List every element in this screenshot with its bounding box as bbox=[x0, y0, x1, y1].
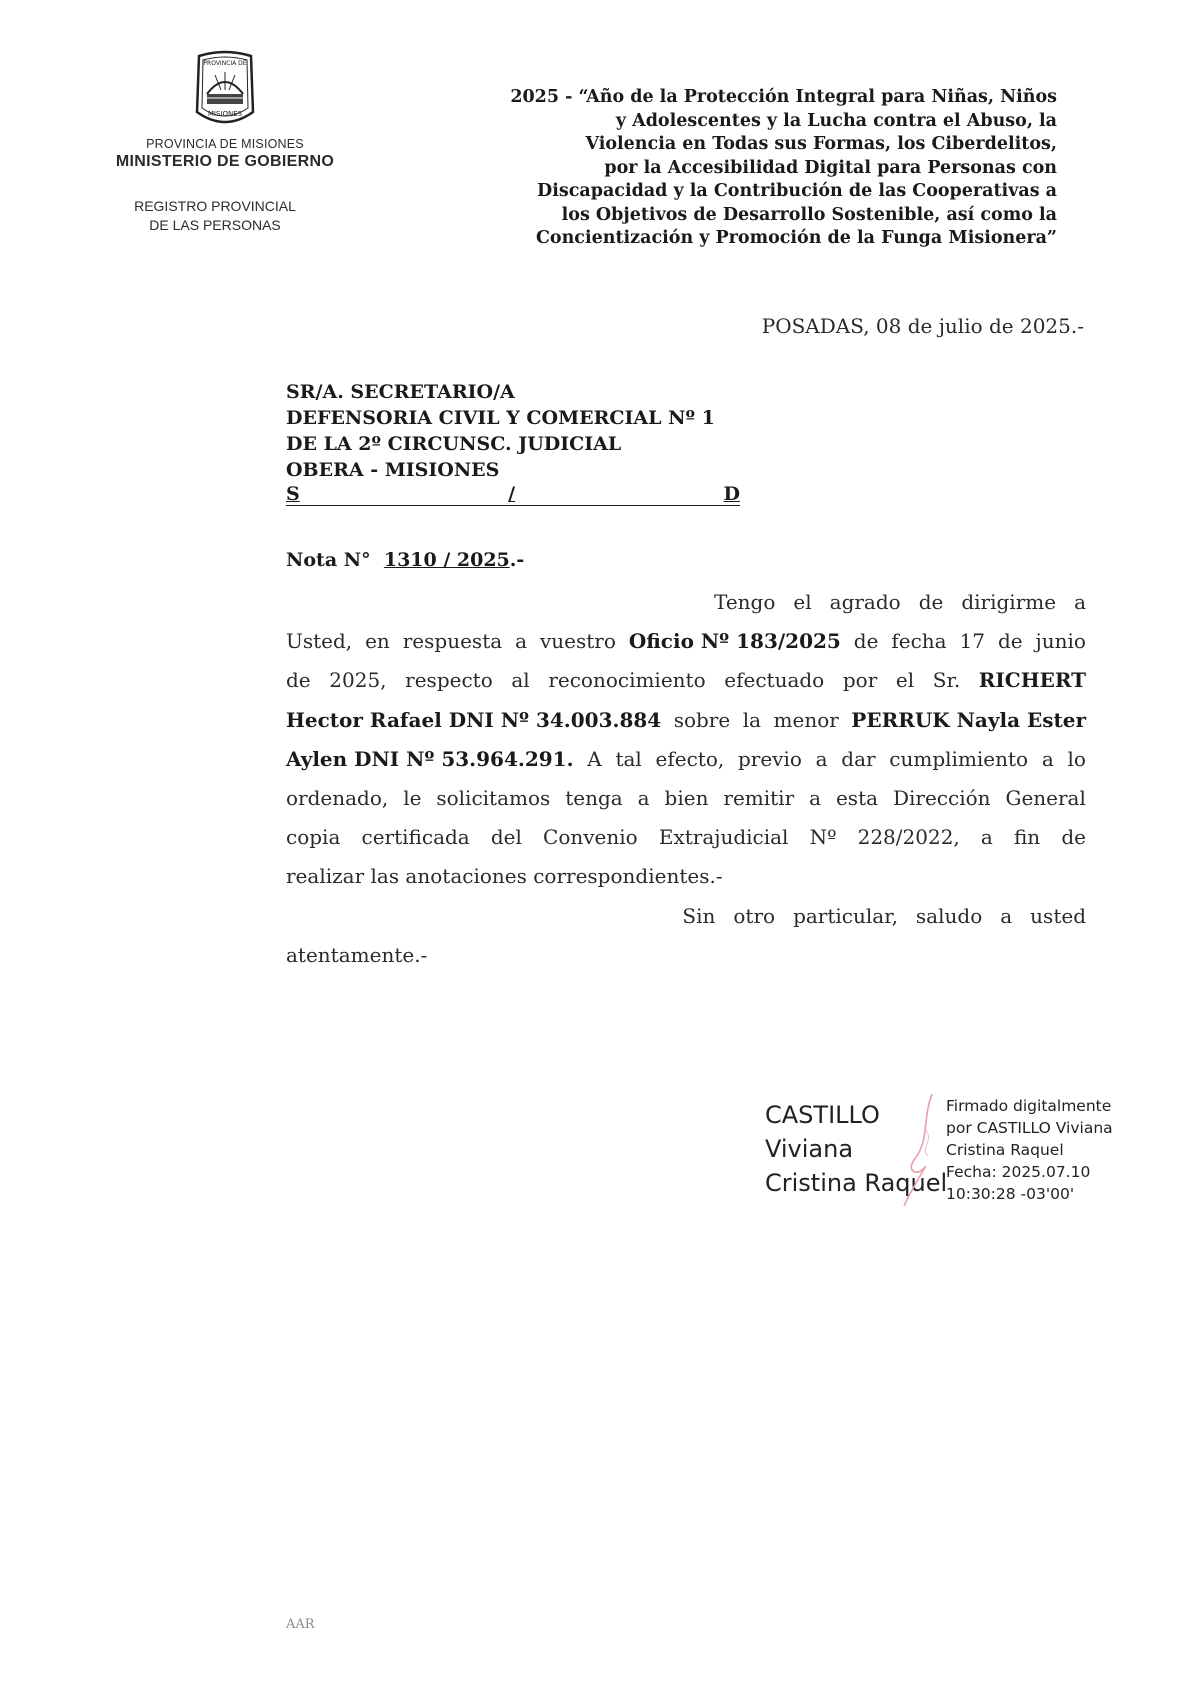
word: fecha bbox=[891, 629, 947, 654]
word: General bbox=[1005, 786, 1086, 811]
word: cumplimiento bbox=[889, 746, 1029, 771]
addressee-line: DE LA 2º CIRCUNSC. JUDICIAL bbox=[286, 433, 622, 455]
body-line: atentamente.- bbox=[286, 942, 428, 967]
motto-line: Concientización y Promoción de la Funga Misionera” bbox=[535, 228, 1057, 248]
word: a bbox=[809, 786, 822, 811]
body-line bbox=[286, 779, 1086, 818]
word: 17 bbox=[959, 629, 985, 654]
registry-line-1: REGISTRO PROVINCIAL bbox=[134, 198, 296, 214]
word: efecto, bbox=[655, 746, 725, 771]
word: A bbox=[587, 746, 602, 771]
letter-body bbox=[286, 583, 1086, 975]
word: Nº bbox=[809, 825, 837, 850]
word: de bbox=[918, 590, 944, 614]
addressee-line: OBERA - MISIONES bbox=[286, 459, 500, 481]
signature-info-line: Fecha: 2025.07.10 bbox=[946, 1163, 1091, 1181]
word: menor bbox=[773, 707, 839, 732]
year-motto bbox=[450, 86, 1057, 251]
body-line bbox=[286, 818, 1086, 857]
word: solicitamos bbox=[436, 786, 551, 811]
person-name-dni: Hector Rafael DNI Nº 34.003.884 bbox=[286, 707, 662, 732]
word: Usted, bbox=[286, 629, 353, 654]
word: Sin bbox=[682, 903, 716, 928]
person-surname: RICHERT bbox=[978, 668, 1086, 693]
word: particular, bbox=[793, 903, 898, 928]
body-line bbox=[286, 701, 1086, 740]
word: respecto bbox=[405, 668, 493, 693]
motto-line: Discapacidad y la Contribución de las Cooperativas a bbox=[537, 181, 1057, 201]
word: previo bbox=[737, 746, 802, 771]
seal-text-top: PROVINCIA DE bbox=[203, 60, 247, 67]
digital-signature-mark bbox=[900, 1090, 940, 1210]
word: le bbox=[403, 786, 422, 811]
word: el bbox=[793, 590, 812, 614]
word: otro bbox=[733, 903, 776, 928]
province-label: PROVINCIA DE MISIONES bbox=[146, 137, 304, 151]
word: 2025, bbox=[329, 668, 387, 693]
minor-name: PERRUK Nayla Ester bbox=[851, 707, 1086, 732]
word: a bbox=[1074, 590, 1086, 614]
word: el bbox=[895, 668, 915, 693]
word: junio bbox=[1035, 629, 1086, 654]
word: a bbox=[1000, 903, 1013, 928]
signer-name-line: CASTILLO bbox=[765, 1101, 880, 1129]
word: tal bbox=[615, 746, 642, 771]
word: reconocimiento bbox=[548, 668, 706, 693]
motto-line: por la Accesibilidad Digital para Personas con bbox=[604, 157, 1057, 178]
nota-suffix: .- bbox=[509, 549, 525, 571]
nota-value: 1310 / 2025 bbox=[383, 549, 510, 571]
ministry-label: MINISTERIO DE GOBIERNO bbox=[115, 153, 335, 170]
word: Extrajudicial bbox=[658, 825, 789, 850]
motto-line: los Objetivos de Desarrollo Sostenible, así como la bbox=[561, 204, 1057, 225]
word: a bbox=[637, 786, 650, 811]
word: Sr. bbox=[932, 668, 961, 693]
motto-line: 2025 - “Año de la Protección Integral para Niñas, Niños bbox=[510, 87, 1057, 107]
word: vuestro bbox=[539, 629, 616, 654]
word: fin bbox=[1013, 825, 1041, 850]
nota-label: Nota N° bbox=[286, 549, 371, 571]
addressee-line: SR/A. SECRETARIO/A bbox=[286, 381, 515, 403]
word: al bbox=[511, 668, 530, 693]
body-line: realizar las anotaciones correspondientes.- bbox=[286, 864, 723, 889]
digital-signature-info bbox=[946, 1095, 1113, 1205]
signature-info-line: Firmado digitalmente bbox=[946, 1097, 1112, 1115]
signer-name-line: Cristina Raquel bbox=[765, 1169, 948, 1197]
word: bien bbox=[664, 786, 709, 811]
sd-left: S bbox=[286, 483, 300, 505]
word: por bbox=[842, 668, 878, 693]
body-line bbox=[286, 583, 1086, 622]
body-line bbox=[286, 740, 1086, 779]
word: a bbox=[980, 825, 993, 850]
word: dirigirme bbox=[961, 590, 1057, 614]
word: 228/2022, bbox=[857, 825, 960, 850]
date-line: POSADAS, 08 de julio de 2025.- bbox=[761, 314, 1084, 338]
word: lo bbox=[1067, 746, 1086, 771]
word: a bbox=[515, 629, 528, 654]
word: esta bbox=[835, 786, 879, 811]
word: ordenado, bbox=[286, 786, 389, 811]
addressee-block bbox=[286, 379, 740, 506]
word: remitir bbox=[723, 786, 795, 811]
word: Convenio bbox=[543, 825, 638, 850]
word: sobre bbox=[673, 707, 731, 732]
registry-line-2: DE LAS PERSONAS bbox=[149, 217, 281, 233]
seal-text-bottom: MISIONES bbox=[207, 110, 243, 118]
addressee-line: DEFENSORIA CIVIL Y COMERCIAL Nº 1 bbox=[286, 407, 715, 429]
word: de bbox=[1061, 825, 1086, 850]
signature-info-line: Cristina Raquel bbox=[946, 1141, 1064, 1159]
word: copia bbox=[286, 825, 341, 850]
provincial-seal-logo bbox=[185, 50, 265, 130]
sd-line bbox=[286, 483, 740, 506]
signature-info-line: por CASTILLO Viviana bbox=[946, 1119, 1113, 1137]
footer-initials: AAR bbox=[286, 1617, 315, 1632]
word: efectuado bbox=[724, 668, 825, 693]
word: Tengo bbox=[714, 590, 776, 614]
word: respuesta bbox=[402, 629, 503, 654]
sd-mid: / bbox=[508, 483, 516, 505]
word: del bbox=[490, 825, 522, 850]
oficio-reference: Oficio Nº 183/2025 bbox=[628, 629, 841, 654]
body-line bbox=[286, 661, 1086, 700]
motto-line: y Adolescentes y la Lucha contra el Abuso, la bbox=[615, 110, 1057, 131]
word: usted bbox=[1030, 903, 1086, 928]
word: agrado bbox=[829, 590, 901, 614]
nota-number bbox=[286, 549, 524, 571]
body-line bbox=[286, 622, 1086, 661]
word: certificada bbox=[361, 825, 470, 850]
word: la bbox=[742, 707, 762, 732]
word: saludo bbox=[915, 903, 983, 928]
word: de bbox=[853, 629, 879, 654]
word: dar bbox=[841, 746, 876, 771]
sd-right: D bbox=[723, 483, 740, 505]
signature-info-line: 10:30:28 -03'00' bbox=[946, 1185, 1075, 1203]
word: Dirección bbox=[892, 786, 991, 811]
word: a bbox=[815, 746, 828, 771]
word: tenga bbox=[565, 786, 623, 811]
word: de bbox=[997, 629, 1023, 654]
signer-name-line: Viviana bbox=[765, 1135, 854, 1163]
motto-line: Violencia en Todas sus Formas, los Ciberdelitos, bbox=[585, 134, 1057, 154]
word: a bbox=[1041, 746, 1054, 771]
minor-name-dni: Aylen DNI Nº 53.964.291. bbox=[286, 746, 574, 771]
body-line bbox=[286, 897, 1086, 936]
word: de bbox=[286, 668, 311, 693]
word: en bbox=[365, 629, 390, 654]
